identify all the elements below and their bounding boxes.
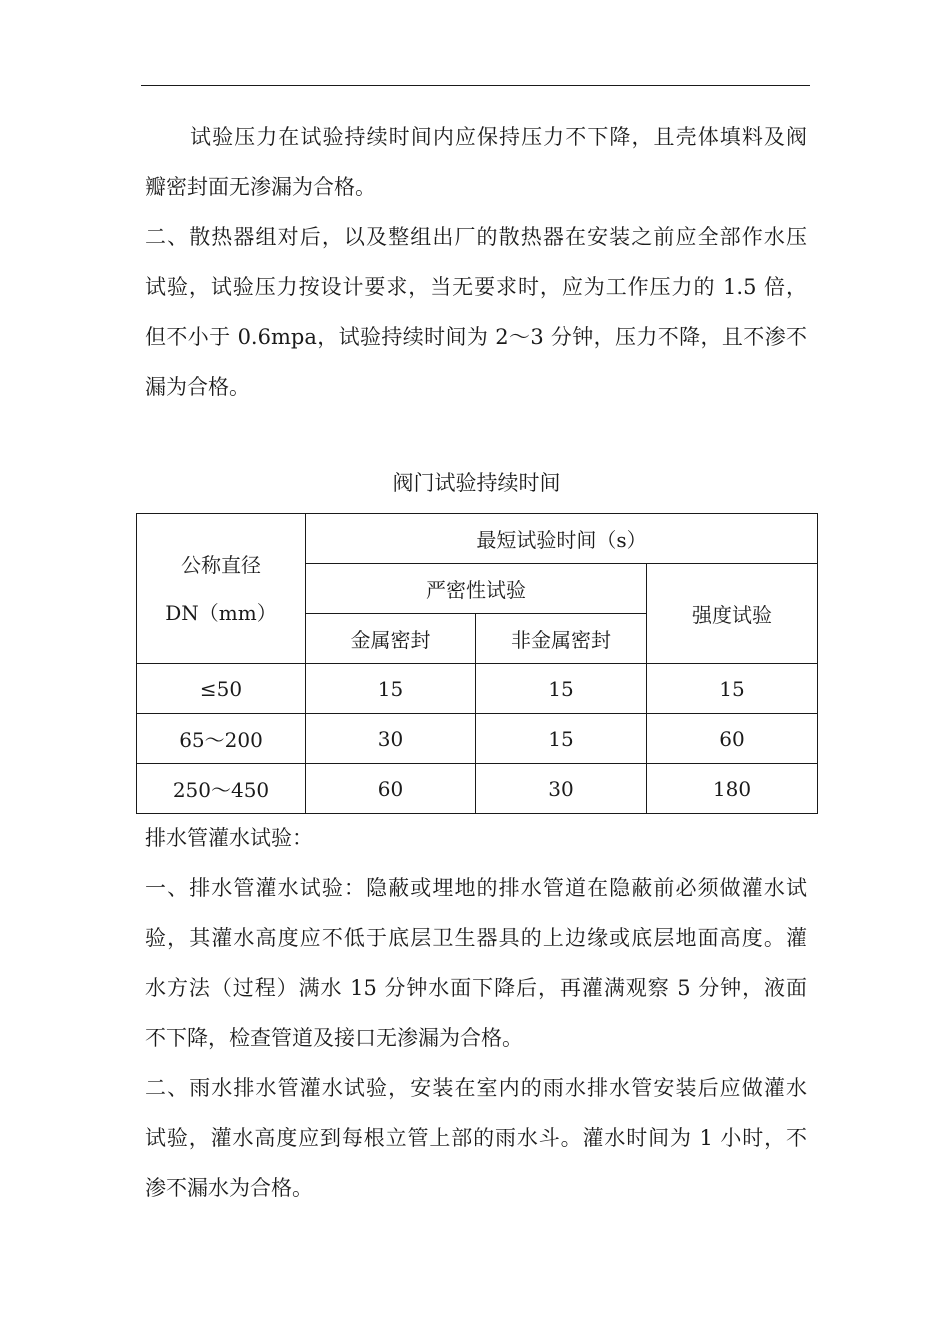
min-test-time-header: 最短试验时间（s）	[306, 514, 818, 564]
nonmetal-seal-cell: 30	[476, 764, 647, 814]
valve-test-table	[136, 513, 818, 814]
header-rule	[141, 85, 810, 86]
section-heading: 排水管灌水试验：	[145, 826, 313, 850]
strength-test-header: 强度试验	[647, 564, 818, 664]
table-row	[137, 714, 818, 764]
paragraph-line: 试验压力在试验持续时间内应保持压力不下降，且壳体填料及阀	[190, 125, 807, 149]
paragraph-line: 试验，灌水高度应到每根立管上部的雨水斗。灌水时间为 1 小时，不	[145, 1126, 807, 1150]
paragraph-line: 漏为合格。	[145, 375, 250, 399]
nominal-diameter-label: 公称直径	[181, 552, 261, 577]
nonmetal-seal-cell: 15	[476, 664, 647, 714]
nonmetal-seal-header: 非金属密封	[476, 614, 647, 664]
paragraph-line: 二、雨水排水管灌水试验，安装在室内的雨水排水管安装后应做灌水	[145, 1076, 807, 1100]
table-row	[137, 664, 818, 714]
nominal-diameter-unit: DN（mm）	[165, 600, 277, 625]
paragraph-line: 渗不漏水为合格。	[145, 1176, 313, 1200]
paragraph-line: 验，其灌水高度应不低于底层卫生器具的上边缘或底层地面高度。灌	[145, 926, 807, 950]
tightness-test-header: 严密性试验	[306, 564, 647, 614]
nominal-diameter-header	[137, 514, 306, 664]
strength-cell: 60	[647, 714, 818, 764]
dn-cell: ≤50	[137, 664, 306, 714]
metal-seal-cell: 30	[306, 714, 476, 764]
table-row	[137, 764, 818, 814]
table-caption: 阀门试验持续时间	[392, 471, 561, 495]
paragraph-line: 瓣密封面无渗漏为合格。	[145, 175, 376, 199]
metal-seal-header: 金属密封	[306, 614, 476, 664]
strength-cell: 180	[647, 764, 818, 814]
paragraph-line: 不下降，检查管道及接口无渗漏为合格。	[145, 1026, 523, 1050]
dn-cell: 250～450	[137, 764, 306, 814]
paragraph-line: 水方法（过程）满水 15 分钟水面下降后，再灌满观察 5 分钟，液面	[145, 976, 807, 1000]
paragraph-line: 但不小于 0.6mpa，试验持续时间为 2～3 分钟，压力不降，且不渗不	[145, 325, 807, 349]
dn-cell: 65～200	[137, 714, 306, 764]
paragraph-line: 一、排水管灌水试验：隐蔽或埋地的排水管道在隐蔽前必须做灌水试	[145, 876, 807, 900]
paragraph-line: 二、散热器组对后，以及整组出厂的散热器在安装之前应全部作水压	[145, 225, 807, 249]
paragraph-line: 试验，试验压力按设计要求，当无要求时，应为工作压力的 1.5 倍，	[145, 275, 807, 299]
metal-seal-cell: 15	[306, 664, 476, 714]
metal-seal-cell: 60	[306, 764, 476, 814]
nonmetal-seal-cell: 15	[476, 714, 647, 764]
strength-cell: 15	[647, 664, 818, 714]
